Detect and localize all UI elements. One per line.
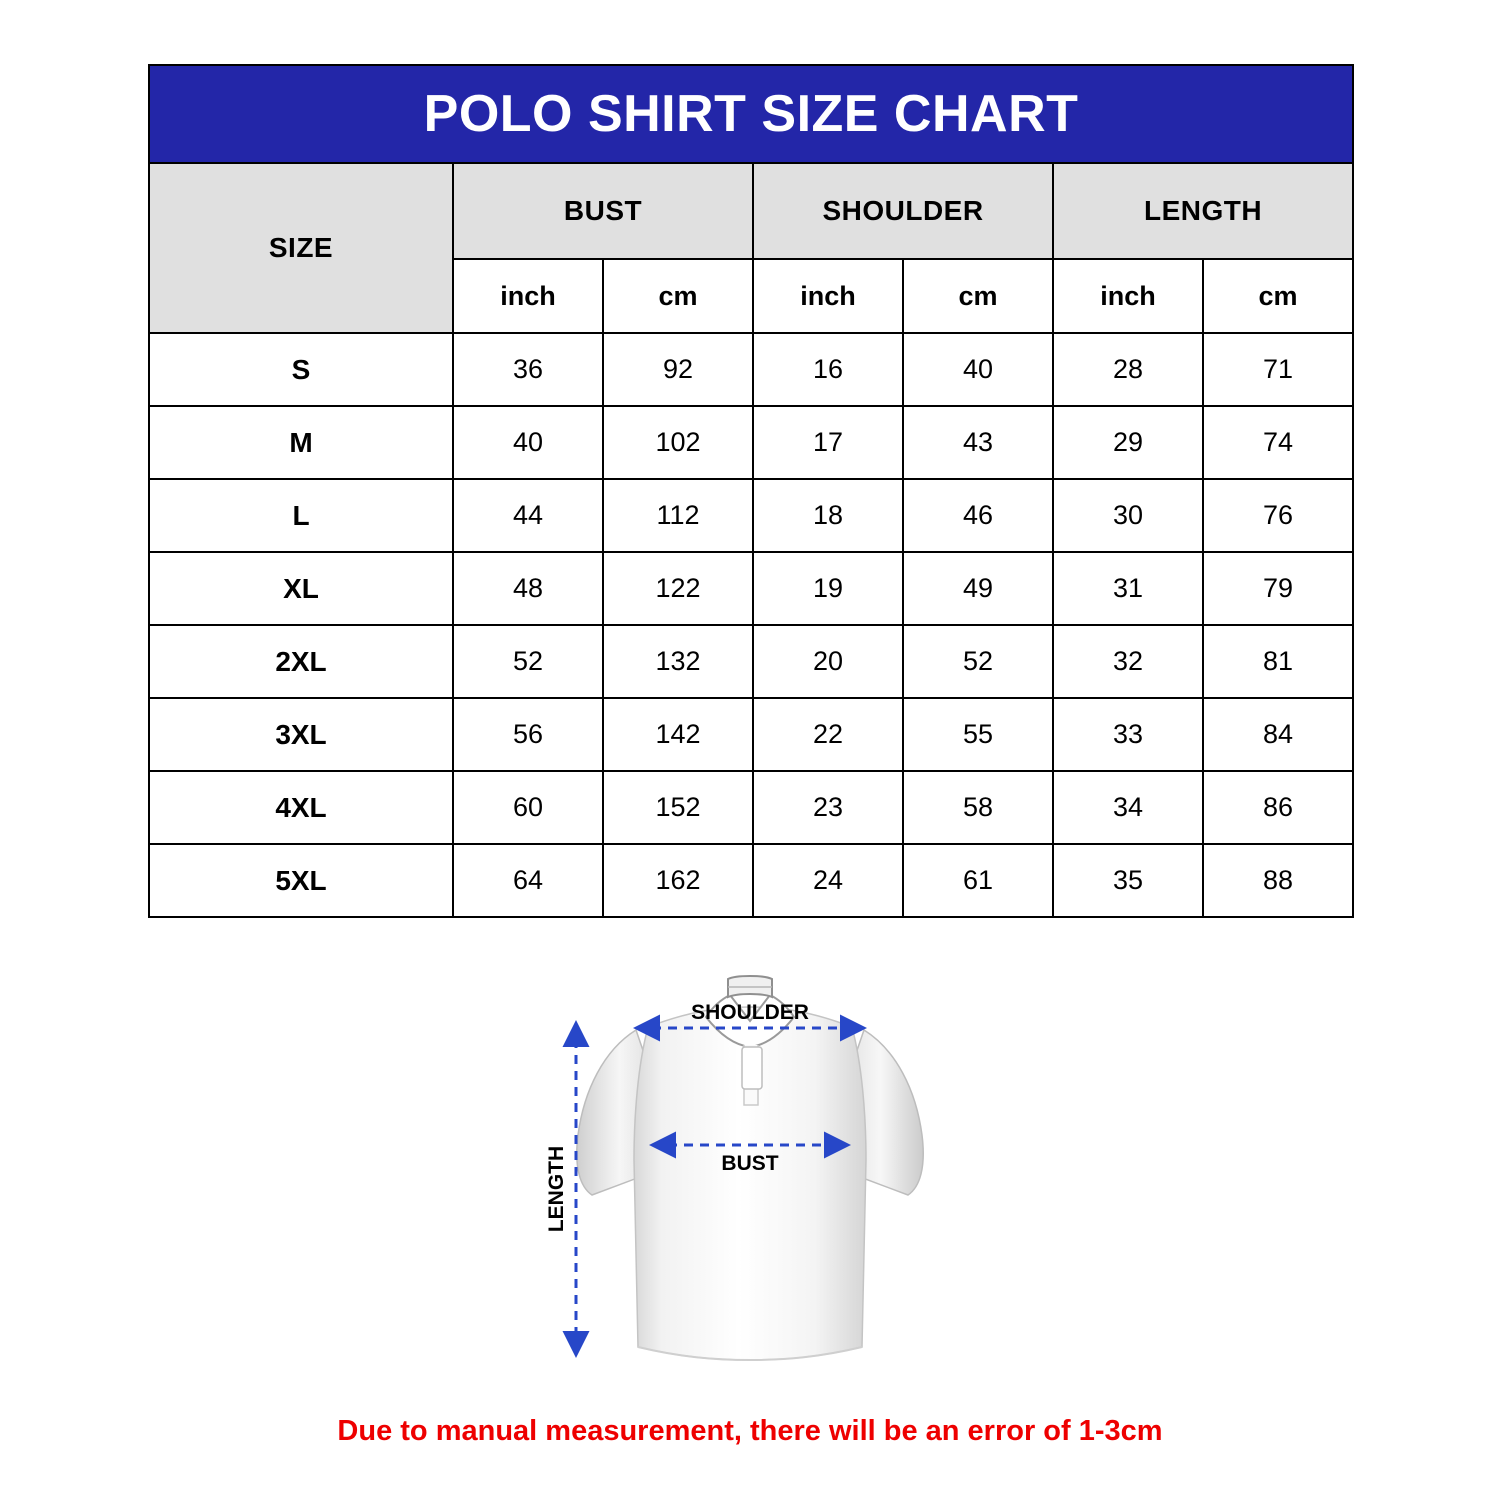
cell-length-inch: 33 [1053, 698, 1203, 771]
cell-length-cm: 86 [1203, 771, 1353, 844]
cell-bust-inch: 40 [453, 406, 603, 479]
unit-bust-inch: inch [453, 259, 603, 333]
cell-bust-inch: 48 [453, 552, 603, 625]
cell-bust-cm: 152 [603, 771, 753, 844]
cell-length-cm: 71 [1203, 333, 1353, 406]
cell-shoulder-cm: 52 [903, 625, 1053, 698]
measurement-note: Due to manual measurement, there will be an error of 1-3cm [337, 1415, 1163, 1447]
unit-length-inch: inch [1053, 259, 1203, 333]
cell-shoulder-inch: 19 [753, 552, 903, 625]
cell-bust-cm: 132 [603, 625, 753, 698]
cell-shoulder-inch: 24 [753, 844, 903, 917]
shoulder-label: SHOULDER [691, 1001, 809, 1024]
cell-bust-cm: 142 [603, 698, 753, 771]
measurement-diagram [0, 955, 1500, 1385]
cell-length-inch: 30 [1053, 479, 1203, 552]
cell-length-cm: 79 [1203, 552, 1353, 625]
table-row [149, 698, 1353, 771]
cell-bust-inch: 64 [453, 844, 603, 917]
table-row [149, 552, 1353, 625]
unit-length-cm: cm [1203, 259, 1353, 333]
cell-bust-cm: 112 [603, 479, 753, 552]
cell-shoulder-cm: 49 [903, 552, 1053, 625]
cell-length-cm: 88 [1203, 844, 1353, 917]
table-row [149, 771, 1353, 844]
cell-shoulder-cm: 55 [903, 698, 1053, 771]
cell-bust-inch: 44 [453, 479, 603, 552]
table-row [149, 479, 1353, 552]
page-title: POLO SHIRT SIZE CHART [423, 84, 1079, 143]
cell-bust-cm: 122 [603, 552, 753, 625]
table-row [149, 333, 1353, 406]
cell-shoulder-inch: 18 [753, 479, 903, 552]
cell-size: M [149, 406, 453, 479]
cell-length-cm: 76 [1203, 479, 1353, 552]
cell-length-cm: 84 [1203, 698, 1353, 771]
cell-bust-inch: 52 [453, 625, 603, 698]
unit-bust-cm: cm [603, 259, 753, 333]
unit-shoulder-inch: inch [753, 259, 903, 333]
group-header-bust: BUST [453, 163, 753, 259]
cell-shoulder-inch: 17 [753, 406, 903, 479]
cell-length-inch: 34 [1053, 771, 1203, 844]
cell-length-cm: 74 [1203, 406, 1353, 479]
group-header-length: LENGTH [1053, 163, 1353, 259]
cell-size: 5XL [149, 844, 453, 917]
cell-length-inch: 31 [1053, 552, 1203, 625]
cell-shoulder-cm: 61 [903, 844, 1053, 917]
table-row [149, 625, 1353, 698]
size-chart-table [148, 64, 1354, 918]
cell-length-cm: 81 [1203, 625, 1353, 698]
cell-length-inch: 28 [1053, 333, 1203, 406]
cell-shoulder-inch: 22 [753, 698, 903, 771]
cell-shoulder-inch: 16 [753, 333, 903, 406]
chart-title-row [149, 65, 1353, 163]
cell-length-inch: 29 [1053, 406, 1203, 479]
table-row [149, 406, 1353, 479]
group-header-row [149, 163, 1353, 259]
cell-shoulder-cm: 46 [903, 479, 1053, 552]
cell-bust-inch: 56 [453, 698, 603, 771]
cell-shoulder-cm: 43 [903, 406, 1053, 479]
cell-size: 4XL [149, 771, 453, 844]
group-header-size: SIZE [149, 163, 453, 333]
cell-shoulder-cm: 40 [903, 333, 1053, 406]
table-row [149, 844, 1353, 917]
cell-bust-cm: 102 [603, 406, 753, 479]
cell-size: S [149, 333, 453, 406]
cell-shoulder-inch: 23 [753, 771, 903, 844]
cell-length-inch: 32 [1053, 625, 1203, 698]
cell-bust-inch: 36 [453, 333, 603, 406]
bust-label: BUST [721, 1152, 779, 1175]
chart-title-cell [149, 65, 1353, 163]
cell-size: L [149, 479, 453, 552]
cell-bust-cm: 92 [603, 333, 753, 406]
cell-size: 2XL [149, 625, 453, 698]
cell-length-inch: 35 [1053, 844, 1203, 917]
cell-bust-cm: 162 [603, 844, 753, 917]
cell-size: 3XL [149, 698, 453, 771]
unit-shoulder-cm: cm [903, 259, 1053, 333]
size-chart-container [148, 64, 1352, 918]
length-label: LENGTH [545, 1145, 568, 1233]
cell-shoulder-cm: 58 [903, 771, 1053, 844]
cell-shoulder-inch: 20 [753, 625, 903, 698]
cell-size: XL [149, 552, 453, 625]
group-header-shoulder: SHOULDER [753, 163, 1053, 259]
cell-bust-inch: 60 [453, 771, 603, 844]
